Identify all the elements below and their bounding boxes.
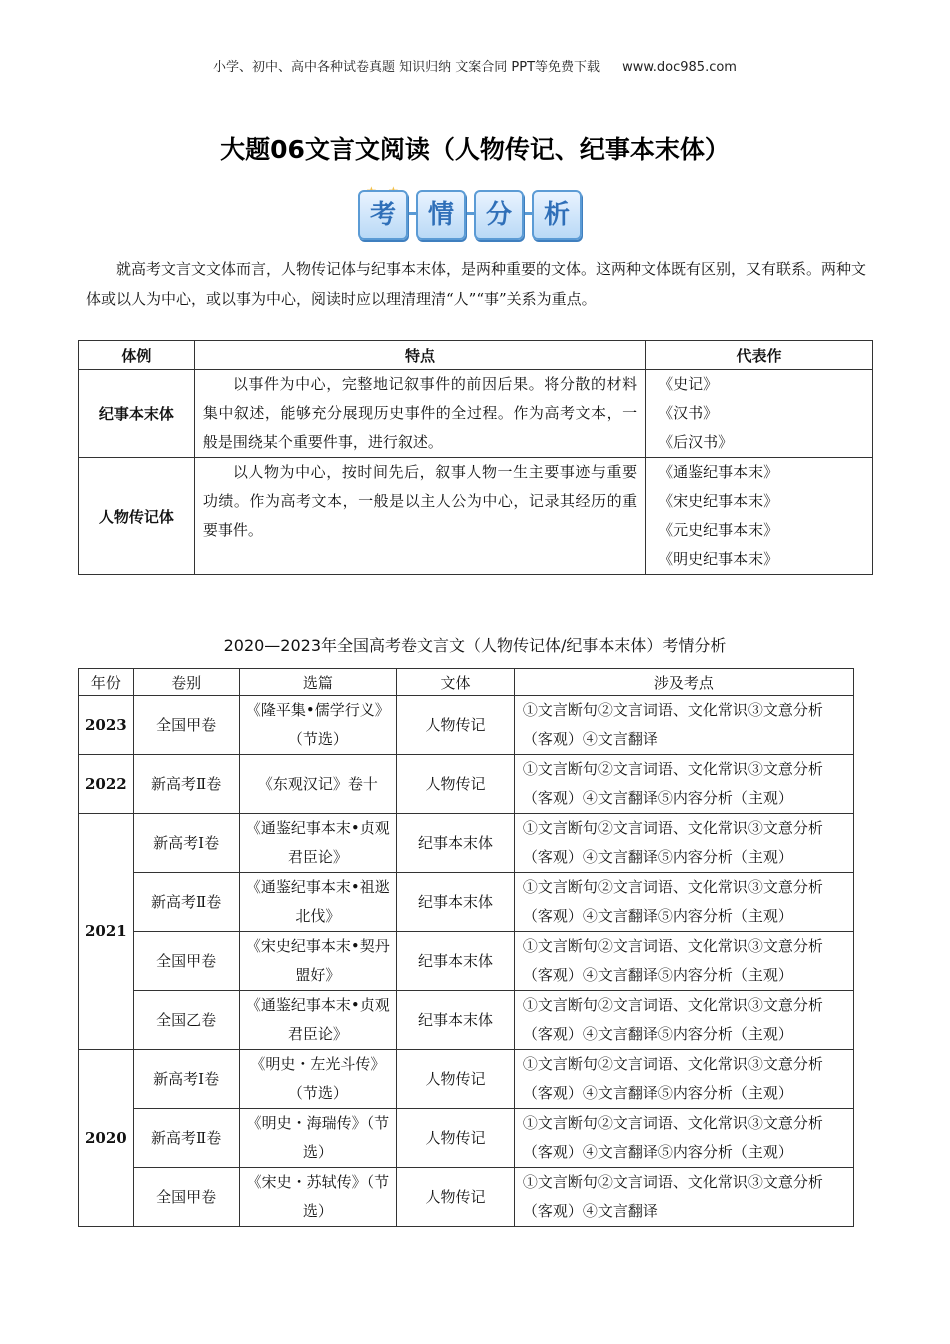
paper-cell: 全国甲卷 <box>133 932 239 991</box>
header-cell: 选篇 <box>239 669 397 696</box>
header-url[interactable]: www.doc985.com <box>622 60 737 75</box>
paper-cell: 全国甲卷 <box>133 1168 239 1227</box>
paper-cell: 新高考Ⅱ卷 <box>133 873 239 932</box>
points-cell: ①文言断句②文言词语、文化常识③文意分析（客观）④文言翻译⑤内容分析（主观） <box>514 873 853 932</box>
genre-cell: 纪事本末体 <box>397 873 515 932</box>
table-row <box>79 991 854 1050</box>
paper-cell: 全国乙卷 <box>133 991 239 1050</box>
work-title: 《明史纪事本末》 <box>658 550 779 568</box>
points-cell: ①文言断句②文言词语、文化常识③文意分析（客观）④文言翻译 <box>514 1168 853 1227</box>
exam-analysis-table <box>78 668 854 1227</box>
analysis-badges <box>358 190 588 242</box>
genre-cell: 人物传记 <box>397 696 515 755</box>
header-cell: 特点 <box>194 341 645 370</box>
work-title: 《汉书》 <box>658 404 719 422</box>
header-cell: 文体 <box>397 669 515 696</box>
badge-kao: 考 <box>358 190 408 240</box>
paper-cell: 新高考Ⅱ卷 <box>133 755 239 814</box>
header-cell: 体例 <box>79 341 195 370</box>
site-header <box>0 56 950 75</box>
text-cell: 《宋史纪事本末•契丹盟好》 <box>239 932 397 991</box>
paper-cell: 新高考Ⅱ卷 <box>133 1109 239 1168</box>
year-cell: 2021 <box>79 814 134 1050</box>
genre-works <box>646 458 873 575</box>
genre-cell: 人物传记 <box>397 1109 515 1168</box>
badge-qing: 情 <box>416 190 466 240</box>
intro-paragraph: 就高考文言文文体而言，人物传记体与纪事本末体，是两种重要的文体。这两种文体既有区别，又有联系。两种文体或以人为中心，或以事为中心，阅读时应以理清理清“人”“事”关系为重点。 <box>86 260 867 308</box>
points-cell: ①文言断句②文言词语、文化常识③文意分析（客观）④文言翻译⑤内容分析（主观） <box>514 755 853 814</box>
year-cell: 2020 <box>79 1050 134 1227</box>
paper-cell: 全国甲卷 <box>133 696 239 755</box>
paper-cell: 新高考Ⅰ卷 <box>133 1050 239 1109</box>
work-title: 《通鉴纪事本末》 <box>658 463 779 481</box>
genre-cell: 纪事本末体 <box>397 991 515 1050</box>
work-title: 《史记》 <box>658 375 719 393</box>
genre-feature: 以人物为中心，按时间先后，叙事人物一生主要事迹与重要功绩。作为高考文本，一般是以主人公为中心，记录其经历的重要事件。 <box>194 458 645 575</box>
text-cell: 《通鉴纪事本末•贞观君臣论》 <box>239 814 397 873</box>
text-cell: 《通鉴纪事本末•贞观君臣论》 <box>239 991 397 1050</box>
points-cell: ①文言断句②文言词语、文化常识③文意分析（客观）④文言翻译⑤内容分析（主观） <box>514 991 853 1050</box>
text-cell: 《隆平集•儒学行义》（节选） <box>239 696 397 755</box>
genre-cell: 人物传记 <box>397 1050 515 1109</box>
genre-cell: 人物传记 <box>397 1168 515 1227</box>
genre-cell: 纪事本末体 <box>397 814 515 873</box>
points-cell: ①文言断句②文言词语、文化常识③文意分析（客观）④文言翻译⑤内容分析（主观） <box>514 814 853 873</box>
paper-cell: 新高考Ⅰ卷 <box>133 814 239 873</box>
genre-name: 纪事本末体 <box>79 370 195 458</box>
points-cell: ①文言断句②文言词语、文化常识③文意分析（客观）④文言翻译⑤内容分析（主观） <box>514 932 853 991</box>
table-row <box>79 458 873 575</box>
text-cell: 《明史・海瑞传》（节选） <box>239 1109 397 1168</box>
table-row <box>79 1109 854 1168</box>
year-cell: 2022 <box>79 755 134 814</box>
table-row <box>79 370 873 458</box>
year-cell: 2023 <box>79 696 134 755</box>
table-row <box>79 1168 854 1227</box>
table-header-row <box>79 341 873 370</box>
text-cell: 《东观汉记》卷十 <box>239 755 397 814</box>
table-header-row <box>79 669 854 696</box>
work-title: 《元史纪事本末》 <box>658 521 779 539</box>
genre-table <box>78 340 873 575</box>
genre-cell: 纪事本末体 <box>397 932 515 991</box>
genre-works <box>646 370 873 458</box>
header-text: 小学、初中、高中各种试卷真题 知识归纳 文案合同 PPT等免费下载 <box>213 60 601 75</box>
badge-fen: 分 <box>474 190 524 240</box>
table-row <box>79 1050 854 1109</box>
genre-name: 人物传记体 <box>79 458 195 575</box>
table-row <box>79 932 854 991</box>
header-cell: 涉及考点 <box>514 669 853 696</box>
table-row <box>79 814 854 873</box>
table-row <box>79 696 854 755</box>
table-row <box>79 873 854 932</box>
genre-cell: 人物传记 <box>397 755 515 814</box>
page-title: 大题06文言文阅读（人物传记、纪事本末体） <box>220 135 730 164</box>
text-cell: 《明史・左光斗传》（节选） <box>239 1050 397 1109</box>
table-row <box>79 755 854 814</box>
header-cell: 卷别 <box>133 669 239 696</box>
header-cell: 年份 <box>79 669 134 696</box>
header-cell: 代表作 <box>646 341 873 370</box>
work-title: 《宋史纪事本末》 <box>658 492 779 510</box>
points-cell: ①文言断句②文言词语、文化常识③文意分析（客观）④文言翻译⑤内容分析（主观） <box>514 1109 853 1168</box>
badge-xi: 析 <box>532 190 582 240</box>
exam-table-caption: 2020—2023年全国高考卷文言文（人物传记体/纪事本末体）考情分析 <box>223 636 727 655</box>
points-cell: ①文言断句②文言词语、文化常识③文意分析（客观）④文言翻译 <box>514 696 853 755</box>
text-cell: 《宋史・苏轼传》（节选） <box>239 1168 397 1227</box>
points-cell: ①文言断句②文言词语、文化常识③文意分析（客观）④文言翻译⑤内容分析（主观） <box>514 1050 853 1109</box>
genre-feature: 以事件为中心，完整地记叙事件的前因后果。将分散的材料集中叙述，能够充分展现历史事件的全过程。作为高考文本，一般是围绕某个重要件事，进行叙述。 <box>194 370 645 458</box>
text-cell: 《通鉴纪事本末•祖逖北伐》 <box>239 873 397 932</box>
work-title: 《后汉书》 <box>658 433 734 451</box>
